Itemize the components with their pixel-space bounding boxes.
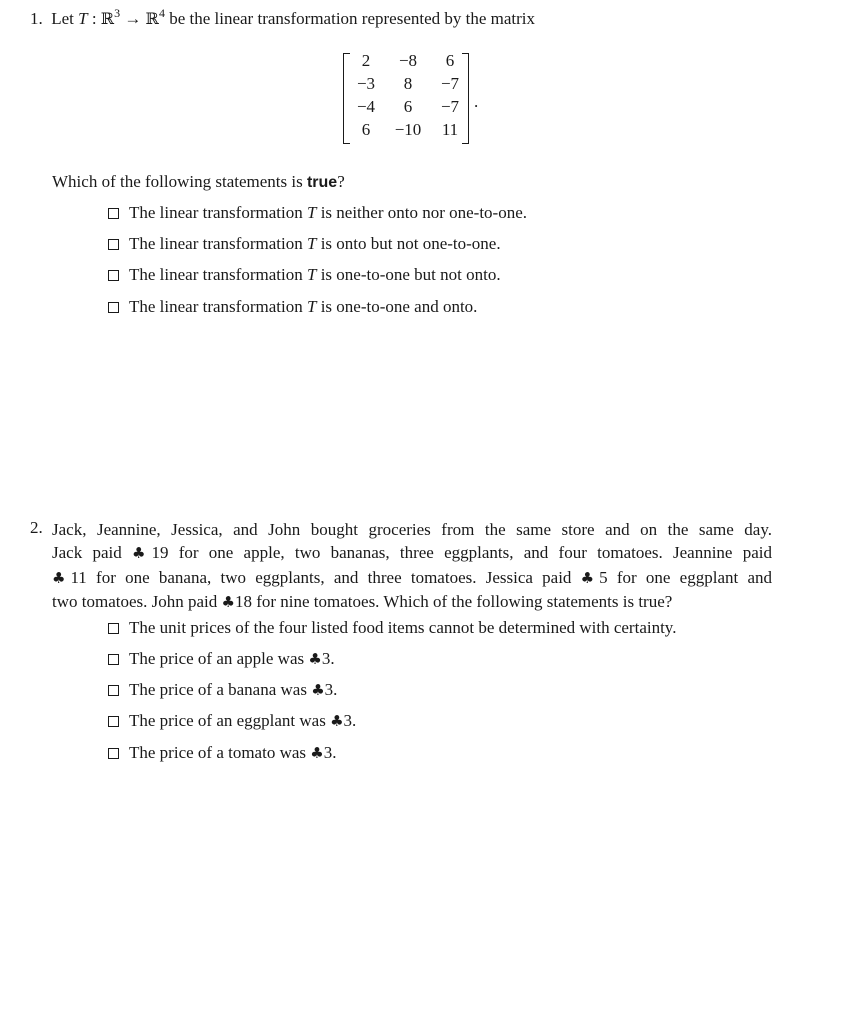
matrix-cell: −7	[440, 74, 460, 93]
option-text: The unit prices of the four listed food items cannot be determined with certainty.	[129, 618, 677, 637]
option-text: 3.	[321, 649, 335, 668]
option-text: The linear transformation	[129, 265, 303, 284]
club-icon: ♣	[311, 681, 325, 699]
q2-option-2[interactable]	[108, 649, 335, 669]
option-text: is one-to-one and onto.	[320, 297, 478, 316]
stem-line	[52, 541, 772, 565]
question-1-number: 1.	[30, 9, 43, 28]
checkbox[interactable]	[108, 685, 119, 696]
option-text: The price of a tomato was	[129, 743, 311, 762]
q2-option-1[interactable]	[108, 618, 676, 638]
option-var: T	[306, 297, 317, 316]
prompt-suffix: ?	[337, 172, 345, 191]
matrix-cell: 6	[361, 120, 371, 139]
stem-line	[52, 590, 772, 614]
checkbox[interactable]	[108, 208, 119, 219]
codomain-exponent: 4	[158, 6, 165, 20]
matrix-row	[343, 97, 469, 120]
transformation-symbol: T	[78, 9, 88, 28]
matrix-cell: 6	[445, 51, 455, 70]
checkbox[interactable]	[108, 623, 119, 634]
option-var: T	[306, 234, 317, 253]
option-var: T	[306, 265, 317, 284]
colon: :	[91, 9, 97, 28]
arrow: →	[124, 9, 142, 28]
checkbox[interactable]	[108, 302, 119, 313]
stem-suffix: be the linear transformation represented by the matrix	[169, 9, 536, 28]
stem-text: 11 for one banana, two eggplants, and three tomatoes. Jessica paid	[70, 567, 581, 587]
stem-prefix: Let	[51, 9, 74, 28]
stem-text: Jack, Jeannine, Jessica, and John bought groceries from the same store and on the same day.	[52, 520, 772, 539]
codomain-space: ℝ	[145, 9, 159, 28]
option-text: The price of a banana was	[129, 680, 312, 699]
checkbox[interactable]	[108, 748, 119, 759]
matrix-cell: −3	[356, 74, 376, 93]
stem-line	[52, 518, 772, 541]
domain-space: ℝ	[100, 9, 115, 28]
matrix-cell: 6	[403, 97, 413, 116]
q2-option-3[interactable]	[108, 680, 337, 700]
question-2-stem	[52, 518, 772, 614]
stem-text: two tomatoes. John paid	[52, 591, 222, 611]
q2-option-4[interactable]	[108, 711, 356, 731]
matrix-cell: 8	[403, 74, 413, 93]
transformation-matrix	[343, 51, 469, 145]
matrix-cell: −8	[398, 51, 418, 70]
club-icon: ♣	[308, 650, 322, 668]
prompt-prefix: Which of the following statements is	[52, 172, 303, 191]
option-text: is one-to-one but not onto.	[320, 265, 501, 284]
stem-text: Jack paid	[52, 543, 132, 563]
club-icon: ♣	[221, 592, 235, 611]
q1-option-4[interactable]	[108, 297, 477, 317]
stem-text: 5 for one eggplant and	[599, 567, 772, 587]
matrix-row	[343, 120, 469, 143]
domain-exponent: 3	[114, 6, 121, 20]
option-text: The linear transformation	[129, 203, 303, 222]
matrix-period: .	[474, 92, 479, 111]
question-1-stem	[30, 6, 536, 29]
q1-option-2[interactable]	[108, 234, 501, 254]
checkbox[interactable]	[108, 716, 119, 727]
club-icon: ♣	[330, 712, 344, 730]
option-text: 3.	[324, 680, 338, 699]
question-1-prompt	[52, 172, 345, 192]
q1-option-3[interactable]	[108, 265, 501, 285]
matrix-row	[343, 51, 469, 74]
option-text: 3.	[343, 711, 357, 730]
matrix-cell: −10	[394, 120, 422, 139]
q2-option-5[interactable]	[108, 743, 336, 763]
option-text: The linear transformation	[129, 297, 303, 316]
matrix-cell: −7	[440, 97, 460, 116]
club-icon: ♣	[52, 568, 71, 587]
q1-option-1[interactable]	[108, 203, 527, 223]
matrix-cell: 2	[361, 51, 371, 70]
club-icon: ♣	[131, 544, 152, 563]
stem-text: 18 for nine tomatoes. Which of the following statements is true?	[234, 591, 673, 611]
option-text: is neither onto nor one-to-one.	[320, 203, 527, 222]
option-text: The price of an apple was	[129, 649, 309, 668]
matrix-cell: 11	[441, 120, 459, 139]
option-text: The linear transformation	[129, 234, 303, 253]
club-icon: ♣	[580, 568, 600, 587]
option-text: is onto but not one-to-one.	[320, 234, 501, 253]
checkbox[interactable]	[108, 270, 119, 281]
checkbox[interactable]	[108, 654, 119, 665]
option-text: The price of an eggplant was	[129, 711, 331, 730]
stem-text: 19 for one apple, two bananas, three eggplants, and four tomatoes. Jeannine paid	[151, 543, 772, 563]
option-var: T	[306, 203, 317, 222]
checkbox[interactable]	[108, 239, 119, 250]
prompt-bold: true	[306, 174, 338, 191]
stem-line	[52, 566, 772, 590]
matrix-row	[343, 74, 469, 97]
option-text: 3.	[323, 743, 337, 762]
club-icon: ♣	[310, 744, 324, 762]
matrix-cell: −4	[356, 97, 376, 116]
question-2-number: 2.	[30, 518, 43, 537]
